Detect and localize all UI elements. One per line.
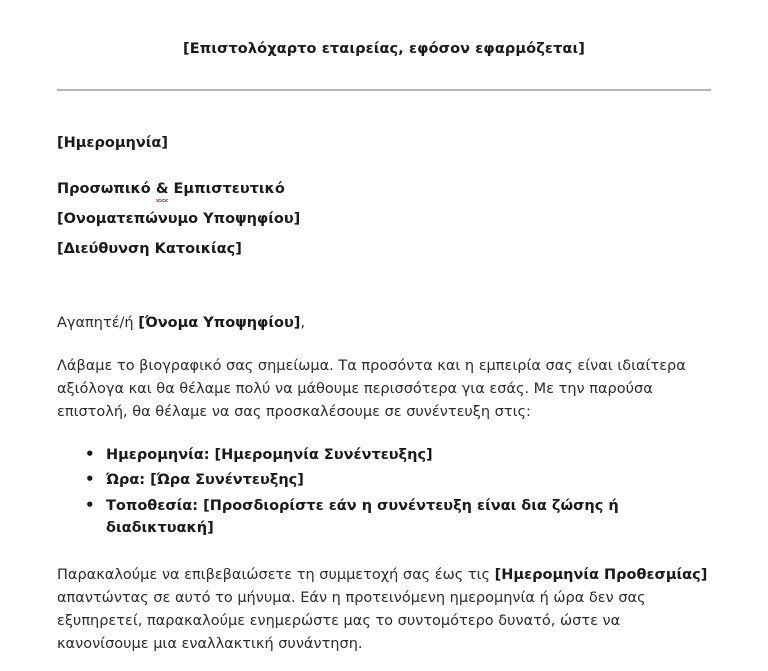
confidential-notice [57, 180, 711, 199]
salutation-punctuation: , [300, 315, 306, 332]
closing-paragraph [57, 564, 711, 656]
recipient-name: [Ονοματεπώνυμο Υποψηφίου] [57, 210, 301, 227]
list-item: • Τοποθεσία: [Προσδιορίστε εάν η συνέντευξη είναι δια ζώσης ή διαδικτυακή] [57, 495, 711, 540]
list-item: • Ώρα: [Ώρα Συνέντευξης] [57, 469, 711, 491]
closing-part-one: Παρακαλούμε να επιβεβαιώσετε τη συμμετοχή σας έως τις [57, 567, 495, 584]
interview-details-list [57, 444, 711, 540]
salutation-greeting: Αγαπητέ/ή [57, 315, 139, 332]
closing-part-two: απαντώντας σε αυτό το μήνυμα. Εάν η προτεινόμενη ημερομηνία ή ώρα δεν σας εξυπηρετεί, παρακαλούμε ενημερώστε μας το συντομότερο δυνατό, ώστε να κανονίσουμε μια εναλλακτική συνάντηση. [57, 590, 646, 653]
body-paragraph: Λάβαμε το βιογραφικό σας σημείωμα. Τα προσόντα και η εμπειρία σας είναι ιδιαίτερα αξιόλογα και θα θέλαμε πολύ να μάθουμε περισσότερα για εσάς. Με την παρούσα επιστολή, θα θέλαμε να σας προσκαλέσουμε σε συνέντευξη στις: [57, 357, 686, 420]
salutation-line [57, 314, 711, 333]
list-item: • Ημερομηνία: [Ημερομηνία Συνέντευξης] [57, 444, 711, 466]
letterhead-placeholder: [Επιστολόχαρτο εταιρείας, εφόσον εφαρμόζεται] [183, 41, 585, 57]
header-divider [57, 89, 711, 91]
deadline-placeholder: [Ημερομηνία Προθεσμίας] [494, 567, 708, 584]
spellcheck-misspelling: & [155, 181, 169, 198]
document-content [57, 0, 711, 656]
confidential-suffix: Εμπιστευτικό [168, 181, 285, 198]
recipient-address: [Διεύθυνση Κατοικίας] [57, 240, 242, 257]
recipient-block [57, 180, 711, 258]
confidential-prefix: Προσωπικό [57, 181, 156, 198]
date-placeholder: [Ημερομηνία] [57, 134, 168, 151]
salutation-name-placeholder: [Όνομα Υποψηφίου] [138, 315, 301, 332]
